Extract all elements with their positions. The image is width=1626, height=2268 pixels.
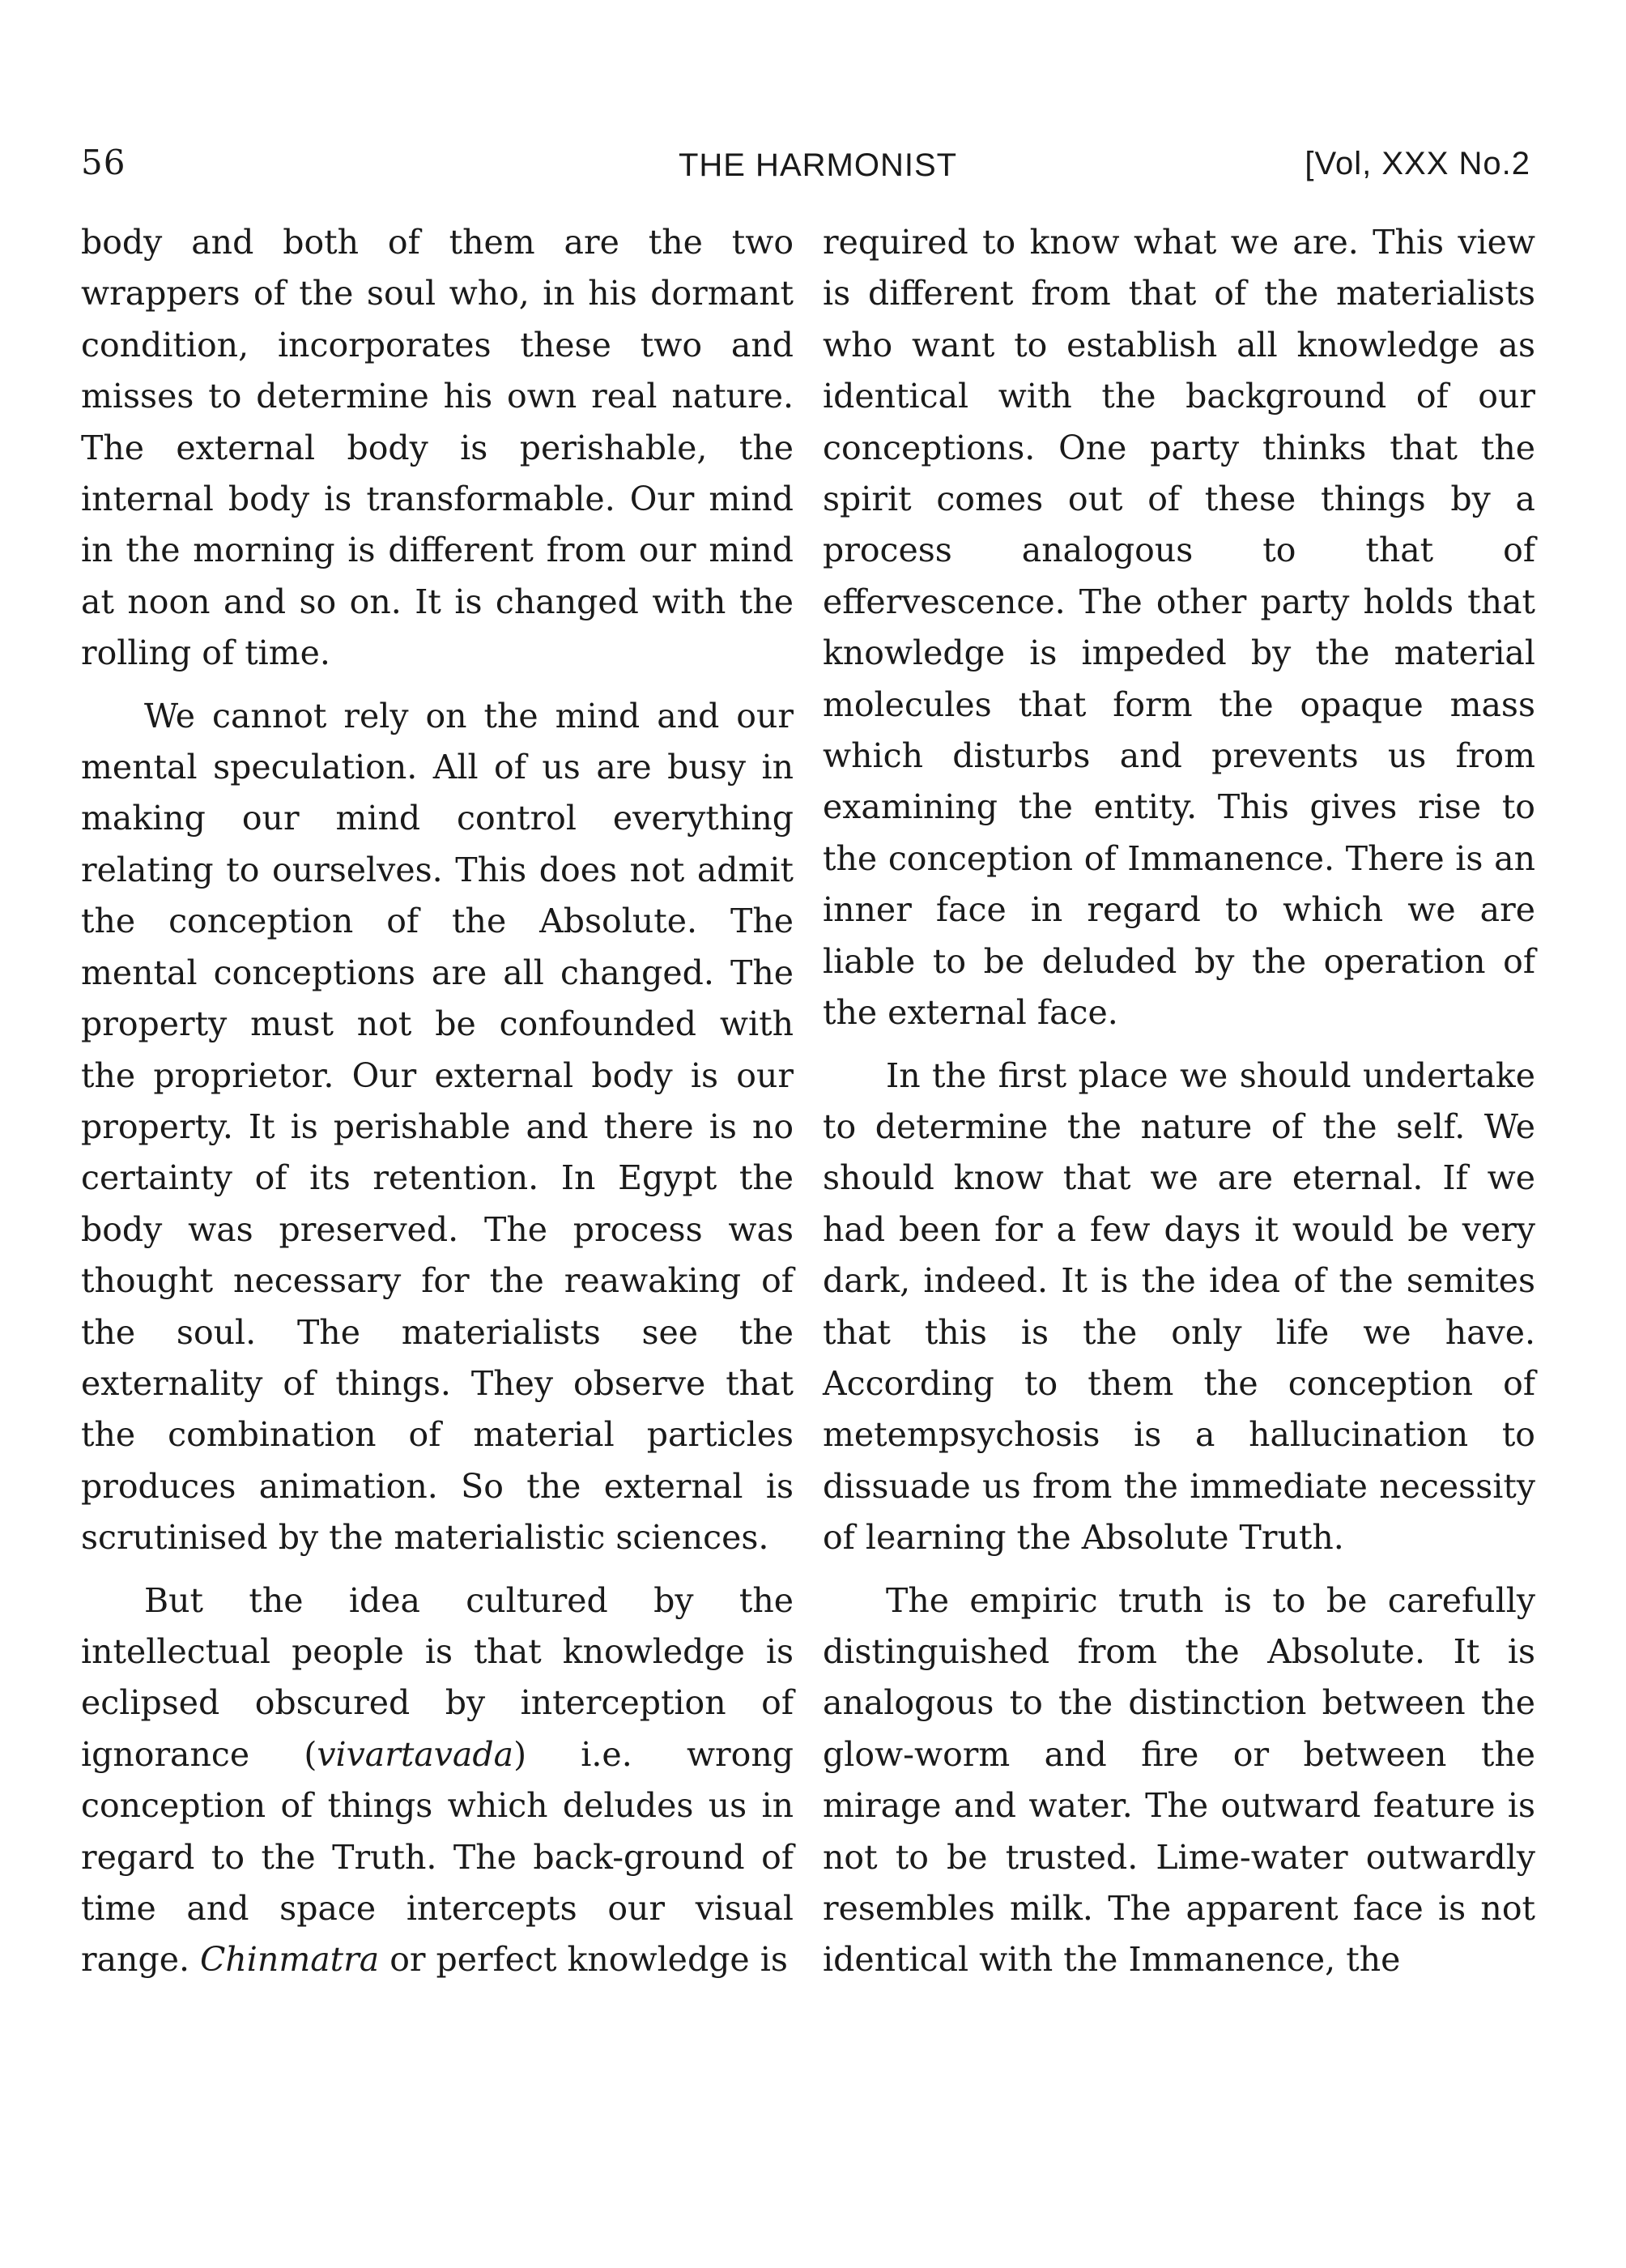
left-paragraph-3-text-after: or perfect knowledge is (379, 1940, 788, 1980)
left-paragraph-2: We cannot rely on the mind and our mental speculation. All of us are busy in making our mind control everything relating to ourselves. This does not admit the conception of the Absolute. The mental conceptions are all changed. The property must not be confounded with the proprietor. Our external body is our property. It is perishable and there is no certainty of its retention. In Egypt the body was preserved. The process was thought necessary for the reawaking of the soul. The materialists see the externality of things. They observe that the combination of material particles produces animation. So the external is scrutinised by the materialistic sciences. (81, 696, 794, 1558)
term-vivartavada: vivartavada (317, 1734, 514, 1774)
left-column (81, 217, 794, 1986)
right-paragraph-3: The empiric truth is to be carefully distinguished from the Absolute. It is analogous to the distinction between the glow-worm and fire or between the mirage and water. The outward feature is not to be trusted. Lime-water outwardly resembles milk. The apparent face is not identical with the Immanence, the (823, 1580, 1535, 1980)
volume-info: [Vol, XXX No.2 (1305, 146, 1530, 181)
term-chinmatra: Chinmatra (200, 1940, 380, 1980)
left-paragraph-3-text-middle: ) i.e. wrong conception of things which deludes us in regard to the Truth. The back-ground of time and space intercepts our visual range. (81, 1734, 794, 1980)
journal-title: THE HARMONIST (678, 147, 958, 183)
running-head (81, 143, 1530, 191)
right-column (823, 217, 1535, 1986)
left-paragraph-3-text-before: But the idea cultured by the intellectual people is that knowledge is eclipsed obscured by interception of ignorance ( (81, 1580, 794, 1774)
right-paragraph-1: required to know what we are. This view is different from that of the materialists who want to establish all knowledge as identical with the background of our conceptions. One party thinks that the spirit comes out of these things by a process analogous to that of effervescence. The other party holds that knowledge is impeded by the material molecules that form the opaque mass which disturbs and prevents us from examining the entity. This gives rise to the conception of Immanence. There is an inner face in regard to which we are liable to be deluded by the operation of the external face. (823, 223, 1535, 1033)
left-paragraph-1: body and both of them are the two wrappers of the soul who, in his dormant condition, incorporates these two and misses to determine his own real nature. The external body is perishable, the internal body is transformable. Our mind in the morning is different from our mind at noon and so on. It is changed with the rolling of time. (81, 223, 794, 673)
page-number: 56 (81, 143, 126, 182)
right-paragraph-2: In the first place we should undertake to determine the nature of the self. We should know that we are eternal. If we had been for a few days it would be very dark, indeed. It is the idea of the semites that this is the only life we have. According to them the conception of metempsychosis is a hallucination to dissuade us from the immediate necessity of learning the Absolute Truth. (823, 1055, 1535, 1558)
left-paragraph-3 (81, 1575, 794, 1986)
